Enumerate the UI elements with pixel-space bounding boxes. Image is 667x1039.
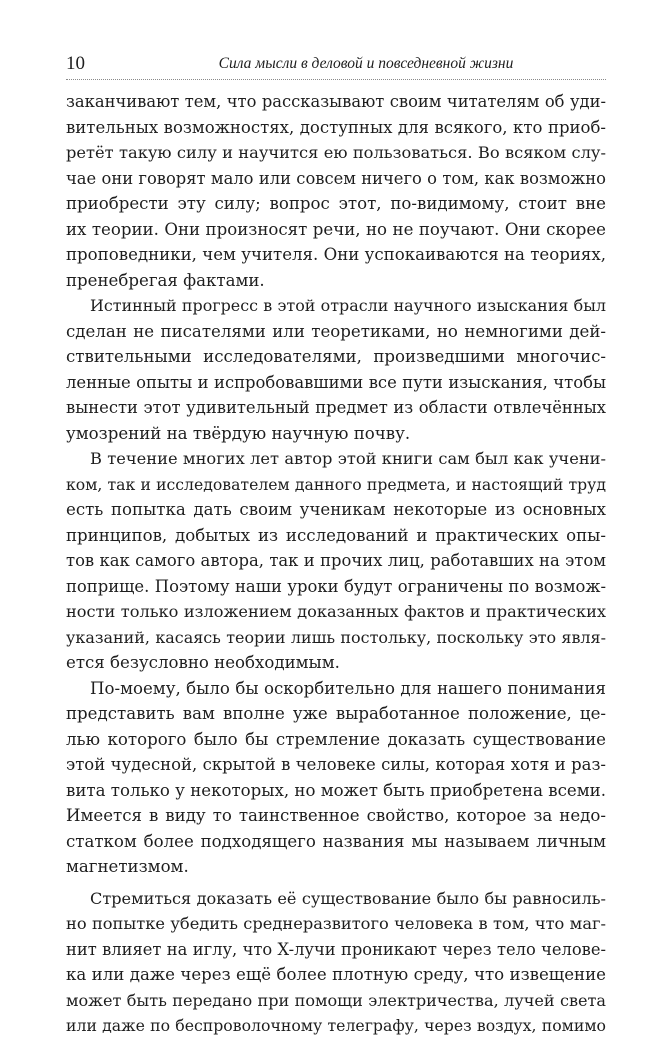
paragraph <box>66 676 606 880</box>
text-line: или даже по беспроволочному телеграфу, через воздух, помимо <box>66 1016 606 1035</box>
text-line: ретёт такую силу и научится ею пользоваться. Во всяком слу- <box>66 143 606 162</box>
text-line: Стремиться доказать её существование было бы равносиль- <box>90 888 606 908</box>
text-line: ка или даже через ещё более плотную среду, что извещение <box>66 965 606 984</box>
text-line: ком, так и исследователем данного предмета, и настоящий труд <box>66 474 606 494</box>
text-line: этой чудесной, скрытой в человеке силы, которая хотя и раз- <box>66 755 606 774</box>
text-line: ется безусловно необходимым. <box>66 653 340 672</box>
page-header <box>66 52 606 76</box>
text-line: лью которого было бы стремление доказать существование <box>66 729 606 749</box>
text-line: сделан не писателями или теоретиками, но немногими дей- <box>66 321 606 341</box>
text-line: чае они говорят мало или совсем ничего о том, как возможно <box>66 168 606 188</box>
text-line: поприще. Поэтому наши уроки будут ограничены по возмож- <box>66 576 606 596</box>
text-line: ленные опыты и испробовавшими все пути изыскания, чтобы <box>66 372 606 392</box>
text-line: тов как самого автора, так и прочих лиц, работавших на этом <box>66 551 606 570</box>
body-text <box>66 89 606 1039</box>
text-line: нит влияет на иглу, что X-лучи проникают через тело челове- <box>66 939 606 959</box>
running-title: Сила мысли в деловой и повседневной жизни <box>218 55 514 72</box>
page-number: 10 <box>66 53 85 74</box>
text-line: Имеется в виду то таинственное свойство, которое за недо- <box>66 806 606 825</box>
text-line: ствительными исследователями, произведшими многочис- <box>66 347 606 366</box>
text-line: пренебрегая фактами. <box>66 270 265 290</box>
header-divider <box>66 79 606 80</box>
text-line: вительных возможностях, доступных для всякого, кто приоб- <box>66 117 606 137</box>
paragraph <box>66 886 606 1039</box>
text-line: ности только изложением доказанных фактов и практических <box>66 602 606 621</box>
paragraph <box>66 89 606 293</box>
paragraph <box>66 446 606 676</box>
text-line: В течение многих лет автор этой книги сам был как учени- <box>90 449 606 468</box>
text-line: умозрений на твёрдую научную почву. <box>66 423 411 443</box>
text-line: статком более подходящего названия мы называем личным <box>66 831 606 851</box>
text-line: указаний, касаясь теории лишь постольку, поскольку это явля- <box>66 627 606 647</box>
text-line: есть попытка дать своим ученикам некоторые из основных <box>66 500 606 519</box>
text-line: вынести этот удивительный предмет из области отвлечённых <box>66 398 606 417</box>
text-line: заканчивают тем, что рассказывают своим читателям об уди- <box>66 92 606 111</box>
text-line: проповедники, чем учителя. Они успокаиваются на теориях, <box>66 245 606 264</box>
paragraph <box>66 293 606 446</box>
text-line: принципов, добытых из исследований и практических опы- <box>66 525 606 545</box>
text-line: приобрести эту силу; вопрос этот, по-видимому, стоит вне <box>66 194 606 213</box>
text-line: По-моему, было бы оскорбительно для нашего понимания <box>90 678 606 698</box>
text-line: но попытке убедить среднеразвитого человека в том, что маг- <box>66 914 606 933</box>
text-line: представить вам вполне уже выработанное положение, це- <box>66 704 606 723</box>
text-line: вита только у некоторых, но может быть приобретена всеми. <box>66 780 606 800</box>
text-line: их теории. Они произносят речи, но не поучают. Они скорее <box>66 219 606 239</box>
text-line: Истинный прогресс в этой отрасли научного изыскания был <box>90 296 606 315</box>
text-line: может быть передано при помощи электричества, лучей света <box>66 990 606 1010</box>
text-line: магнетизмом. <box>66 857 189 876</box>
